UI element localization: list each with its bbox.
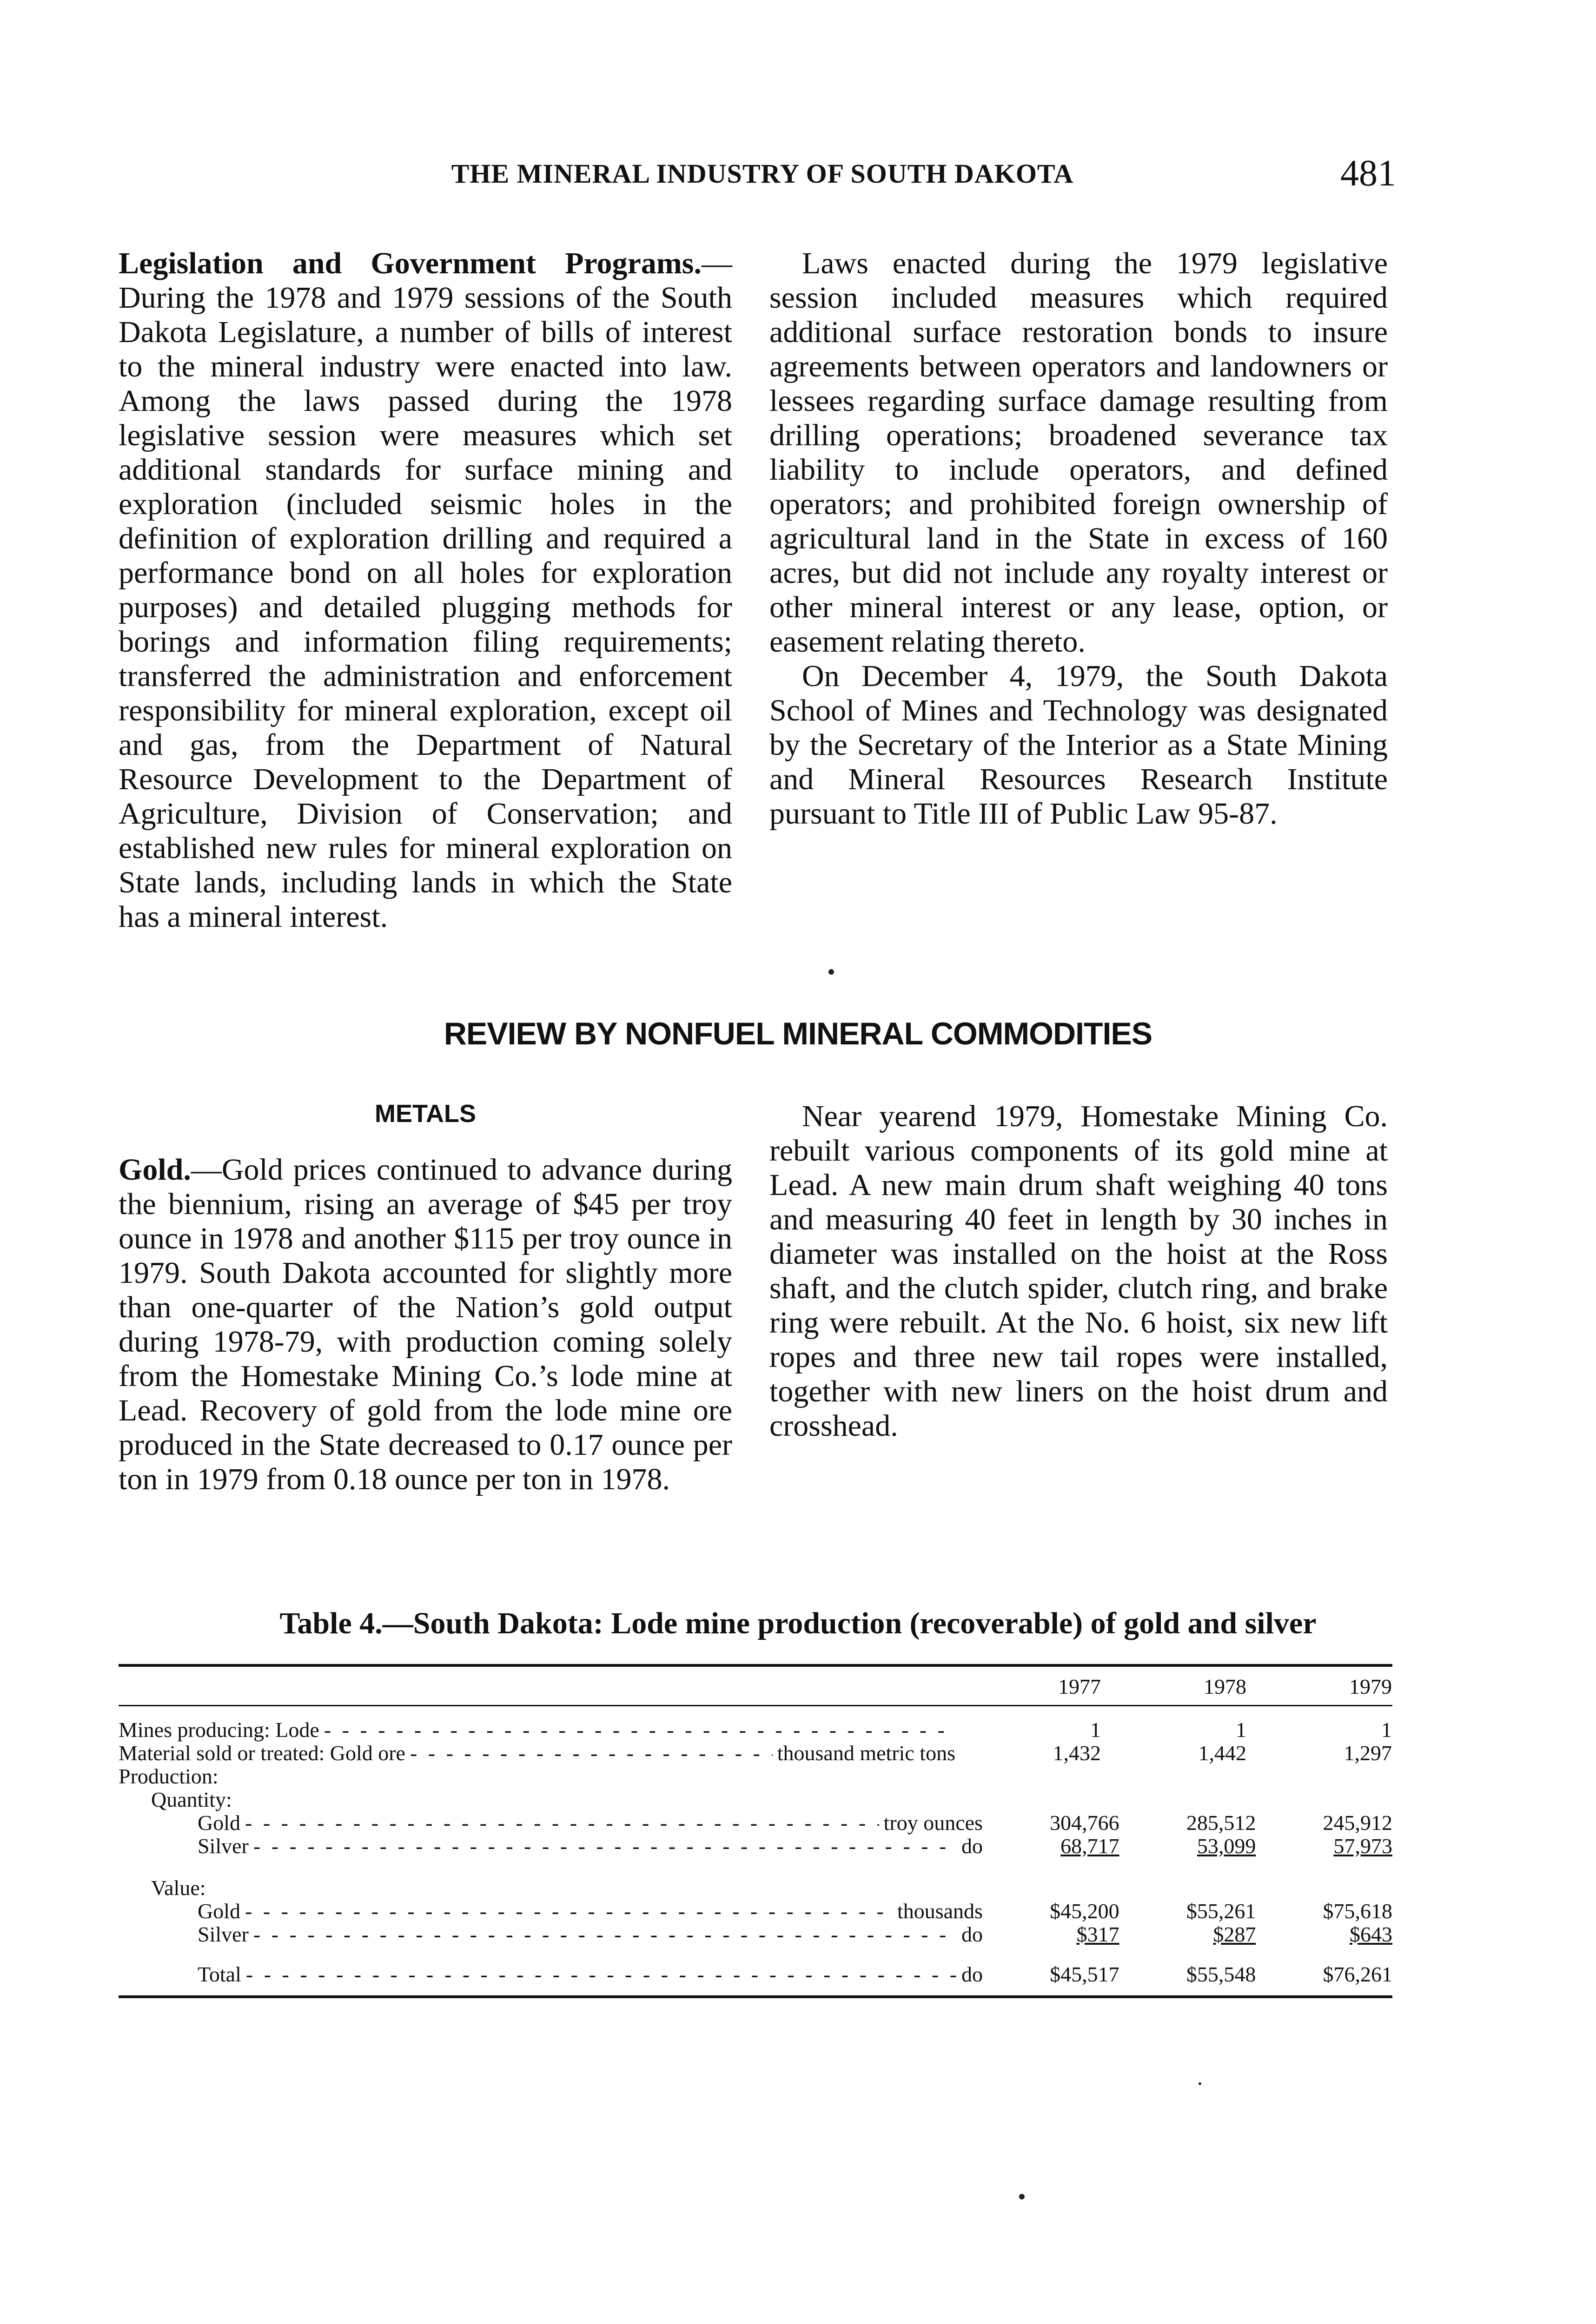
cell-value: 1 bbox=[1236, 1718, 1246, 1742]
row-unit: do bbox=[961, 1963, 983, 1986]
legislation-paragraph-1-body: —During the 1978 and 1979 sessions of the South Dakota Legislature, a number of bills of interest to the mineral industry were enacted into law. Among the laws passed during the 1978 legislative session were measures which set additional standards for surface mining and exploration (included seismic holes in the definition of exploration drilling and required a performance bond on all holes for exploration purposes) and detailed plugging methods for borings and information filing requirements; transferred the administration and enforcement responsibility for mineral exploration, except oil and gas, from the Department of Natural Resource Development to the Department of Agriculture, Division of Conservation; and established new rules for mineral exploration on State lands, including lands in which the State has a mineral interest. bbox=[119, 246, 732, 934]
gold-column-right bbox=[769, 1099, 1388, 1443]
dot-leader bbox=[253, 1923, 957, 1946]
legislation-heading: Legislation and Government Programs. bbox=[119, 246, 702, 280]
col-header-1979: 1979 bbox=[1349, 1675, 1392, 1698]
row-unit: thousand metric tons bbox=[777, 1742, 955, 1765]
gold-column-left bbox=[119, 1153, 732, 1497]
legislation-column-left bbox=[119, 246, 732, 934]
section-title: REVIEW BY NONFUEL MINERAL COMMODITIES bbox=[444, 1016, 1152, 1051]
row-label: Mines producing: Lode bbox=[119, 1718, 319, 1742]
cell-value: $76,261 bbox=[1323, 1962, 1392, 1986]
table-group-label bbox=[119, 1788, 1392, 1811]
cell-value: 285,512 bbox=[1186, 1811, 1256, 1835]
row-unit: troy ounces bbox=[883, 1811, 983, 1835]
row-unit: do bbox=[961, 1923, 983, 1946]
cell-value: 1,432 bbox=[1053, 1741, 1101, 1765]
cell-value: 1,442 bbox=[1198, 1741, 1246, 1765]
cell-value: $643 bbox=[1350, 1922, 1392, 1946]
production-table bbox=[119, 1664, 1392, 1998]
print-speck bbox=[1019, 2194, 1025, 2199]
dot-leader bbox=[410, 1742, 773, 1765]
row-unit: thousands bbox=[897, 1900, 983, 1923]
value-label: Value: bbox=[151, 1876, 206, 1900]
table-row bbox=[119, 1718, 1392, 1742]
dot-leader bbox=[245, 1811, 879, 1835]
quantity-label: Quantity: bbox=[151, 1788, 232, 1811]
cell-value: 68,717 bbox=[1060, 1834, 1119, 1858]
gold-paragraph-1-body: —Gold prices continued to advance during the biennium, rising an average of $45 per troy ounce in 1978 and another $115 per troy ounce in 1979. South Dakota accounted for slightly more than one-quarter of the Nation’s gold output during 1978-79, with production coming solely from the Homestake Mining Co.’s lode mine at Lead. Recovery of gold from the lode mine ore produced in the State decreased to 0.17 ounce per ton in 1979 from 0.18 ounce per ton in 1978. bbox=[119, 1153, 732, 1496]
row-label: Silver bbox=[198, 1923, 249, 1946]
legislation-paragraph-2: Laws enacted during the 1979 legislative session included measures which required additional surface restoration bonds to insure agreements between operators and landowners or lessees regarding surface damage resulting from drilling operations; broadened severance tax liability to include operators, and defined operators; and prohibited foreign ownership of agricultural land in the State in excess of 160 acres, but did not include any royalty interest or other mineral interest or any lease, option, or easement relating thereto. bbox=[769, 246, 1388, 659]
cell-value: 1 bbox=[1381, 1718, 1392, 1742]
row-label: Silver bbox=[198, 1835, 249, 1858]
table-row bbox=[119, 1900, 1392, 1923]
table-row-total bbox=[119, 1963, 1392, 1986]
row-label: Gold bbox=[198, 1900, 240, 1923]
cell-value: 1 bbox=[1090, 1718, 1101, 1742]
cell-value: 1,297 bbox=[1344, 1741, 1392, 1765]
row-label: Total bbox=[198, 1963, 241, 1986]
dot-leader bbox=[245, 1900, 893, 1923]
legislation-column-right bbox=[769, 246, 1388, 831]
dot-leader bbox=[253, 1835, 957, 1858]
page-number: 481 bbox=[1340, 153, 1396, 194]
cell-value: 304,766 bbox=[1050, 1811, 1119, 1835]
col-header-1977: 1977 bbox=[1058, 1675, 1101, 1698]
gold-paragraph-1 bbox=[119, 1153, 732, 1497]
table-header-row bbox=[119, 1667, 1392, 1705]
row-label: Gold bbox=[198, 1811, 240, 1835]
table-row bbox=[119, 1835, 1392, 1858]
cell-value: 53,099 bbox=[1197, 1834, 1256, 1858]
table-row bbox=[119, 1742, 1392, 1765]
table-bottom-rule bbox=[119, 1995, 1392, 1998]
table-group-label bbox=[119, 1765, 1392, 1788]
cell-value: 57,973 bbox=[1333, 1834, 1392, 1858]
table-title: Table 4.—South Dakota: Lode mine production (recoverable) of gold and silver bbox=[279, 1606, 1317, 1640]
gold-heading: Gold. bbox=[119, 1153, 191, 1187]
col-header-1978: 1978 bbox=[1204, 1675, 1246, 1698]
row-unit: do bbox=[961, 1835, 983, 1858]
row-label: Material sold or treated: Gold ore bbox=[119, 1742, 405, 1765]
table-row bbox=[119, 1923, 1392, 1946]
production-label: Production: bbox=[119, 1765, 219, 1788]
legislation-paragraph-1 bbox=[119, 246, 732, 934]
legislation-paragraph-3: On December 4, 1979, the South Dakota School of Mines and Technology was designated by the Secretary of the Interior as a State Mining and Mineral Resources Research Institute pursuant to Title III of Public Law 95-87. bbox=[769, 659, 1388, 831]
cell-value: $287 bbox=[1213, 1922, 1256, 1946]
table-row bbox=[119, 1811, 1392, 1835]
print-speck bbox=[828, 969, 834, 975]
cell-value: $55,548 bbox=[1186, 1962, 1256, 1986]
cell-value: $45,517 bbox=[1050, 1962, 1119, 1986]
table-group-label bbox=[119, 1876, 1392, 1900]
metals-title: METALS bbox=[375, 1100, 476, 1128]
dot-leader bbox=[246, 1963, 957, 1986]
cell-value: $317 bbox=[1076, 1922, 1119, 1946]
cell-value: $45,200 bbox=[1050, 1899, 1119, 1923]
cell-value: $75,618 bbox=[1323, 1899, 1392, 1923]
print-speck bbox=[1199, 2082, 1201, 2085]
dot-leader bbox=[324, 1718, 951, 1742]
gold-paragraph-2: Near yearend 1979, Homestake Mining Co. rebuilt various components of its gold mine at Lead. A new main drum shaft weighing 40 tons and measuring 40 feet in length by 30 inches in diameter was installed on the hoist at the Ross shaft, and the clutch spider, clutch ring, and brake ring were rebuilt. At the No. 6 hoist, six new lift ropes and three new tail ropes were installed, together with new liners on the hoist drum and crosshead. bbox=[769, 1099, 1388, 1443]
cell-value: $55,261 bbox=[1186, 1899, 1256, 1923]
running-head: THE MINERAL INDUSTRY OF SOUTH DAKOTA bbox=[451, 158, 1074, 189]
cell-value: 245,912 bbox=[1323, 1811, 1392, 1835]
